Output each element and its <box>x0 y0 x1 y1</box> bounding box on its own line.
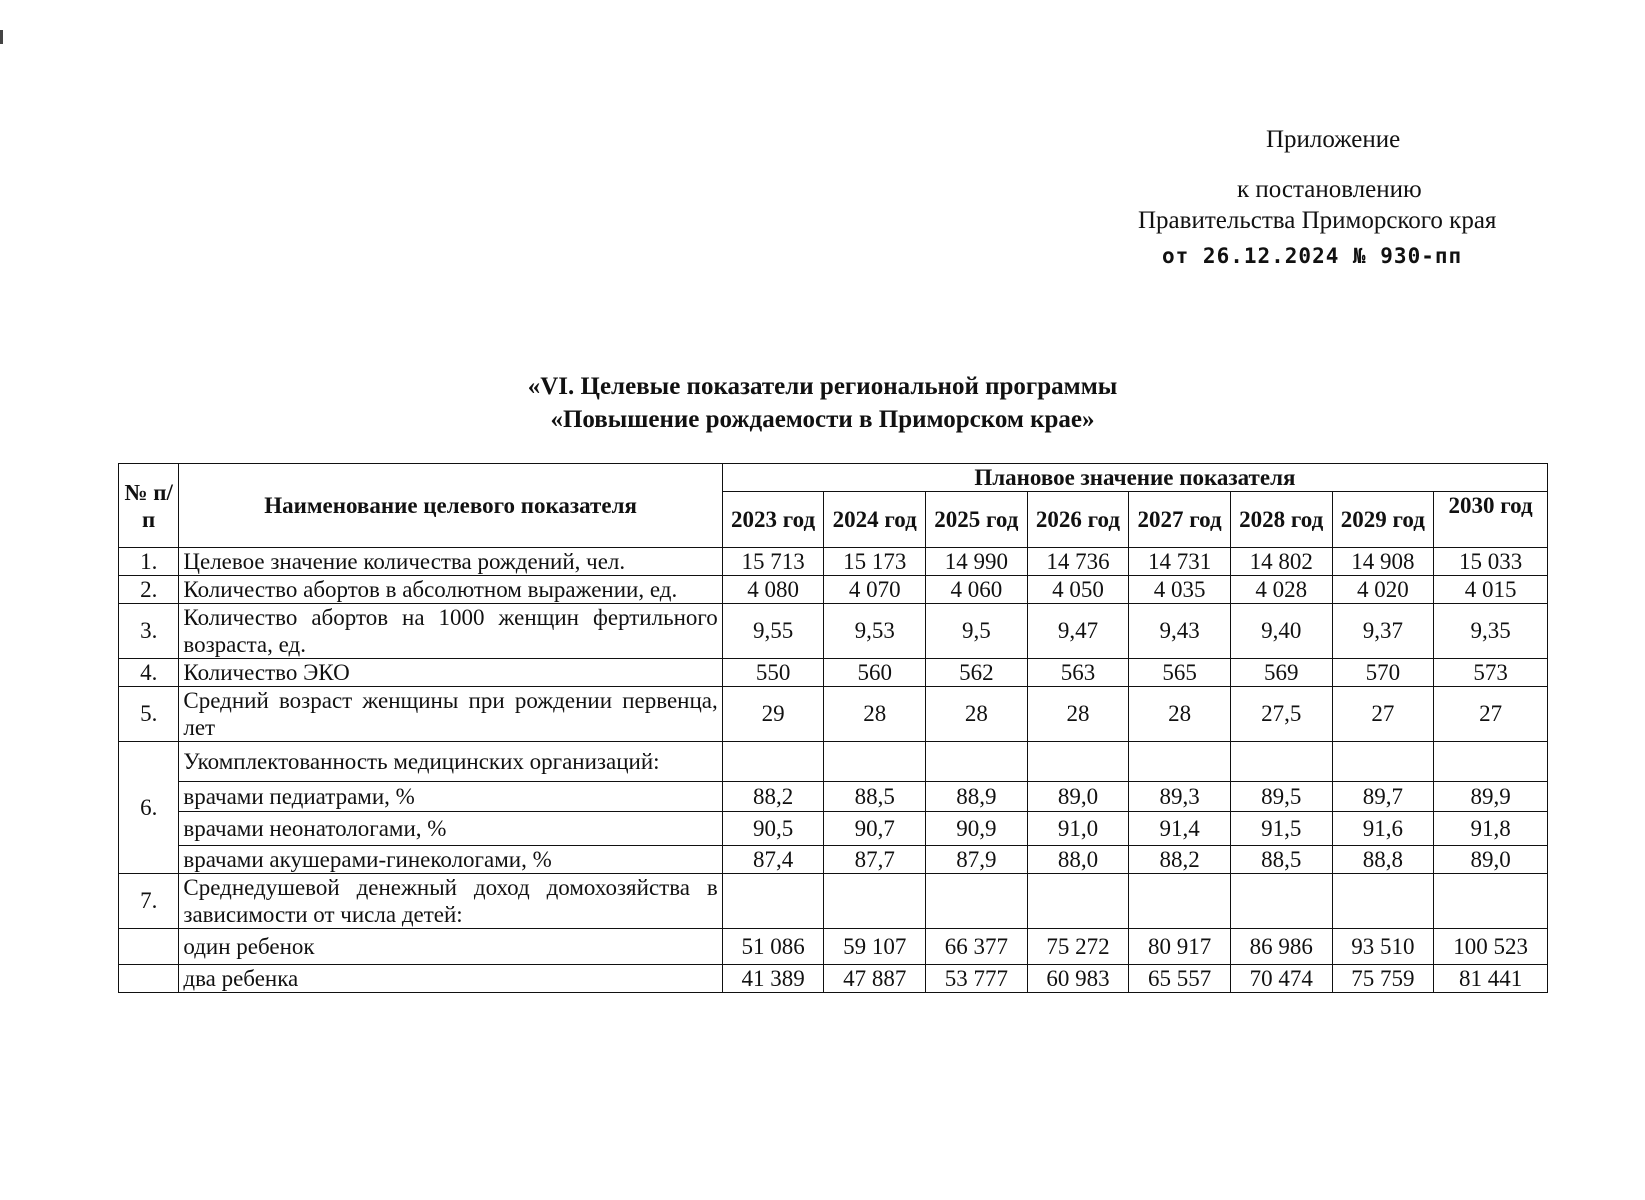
indicator-value: 91,8 <box>1434 812 1548 846</box>
indicator-value: 14 908 <box>1332 548 1434 576</box>
indicator-value: 75 272 <box>1027 929 1129 965</box>
indicator-value: 4 080 <box>722 576 824 604</box>
row-number: 1. <box>119 548 179 576</box>
row-number-empty <box>119 965 179 993</box>
table-row <box>119 548 1548 576</box>
indicator-sub-name: врачами педиатрами, % <box>179 782 722 812</box>
table-row <box>119 846 1548 874</box>
indicator-value: 4 028 <box>1230 576 1332 604</box>
indicator-value: 27 <box>1332 687 1434 742</box>
indicator-name: Целевое значение количества рождений, чел. <box>179 548 722 576</box>
indicator-value: 4 015 <box>1434 576 1548 604</box>
table-row <box>119 782 1548 812</box>
indicator-value: 89,5 <box>1230 782 1332 812</box>
empty-cell <box>1230 874 1332 929</box>
indicator-sub-name: врачами неонатологами, % <box>179 812 722 846</box>
indicator-value: 565 <box>1129 659 1231 687</box>
indicator-value: 60 983 <box>1027 965 1129 993</box>
indicator-value: 9,43 <box>1129 604 1231 659</box>
empty-cell <box>1027 742 1129 782</box>
empty-cell <box>926 874 1028 929</box>
indicator-value: 93 510 <box>1332 929 1434 965</box>
indicator-value: 53 777 <box>926 965 1028 993</box>
empty-cell <box>1434 874 1548 929</box>
indicator-value: 100 523 <box>1434 929 1548 965</box>
row-number: 5. <box>119 687 179 742</box>
col-group-header: Плановое значение показателя <box>722 464 1547 492</box>
indicator-value: 563 <box>1027 659 1129 687</box>
indicator-value: 88,8 <box>1332 846 1434 874</box>
indicator-value: 91,5 <box>1230 812 1332 846</box>
indicator-value: 28 <box>1129 687 1231 742</box>
indicator-value: 89,7 <box>1332 782 1434 812</box>
heading-line1: «VI. Целевые показатели региональной программы <box>527 373 1118 400</box>
table-row <box>119 812 1548 846</box>
indicator-value: 4 070 <box>824 576 926 604</box>
annex-line1: к постановлению <box>1237 176 1422 203</box>
indicator-value: 28 <box>926 687 1028 742</box>
indicator-value: 4 060 <box>926 576 1028 604</box>
year-header: 2028 год <box>1230 492 1332 548</box>
table-row <box>119 576 1548 604</box>
indicator-value: 86 986 <box>1230 929 1332 965</box>
col-name-header: Наименование целевого показателя <box>179 464 722 548</box>
indicator-value: 9,47 <box>1027 604 1129 659</box>
indicator-value: 9,55 <box>722 604 824 659</box>
indicator-value: 27 <box>1434 687 1548 742</box>
indicator-value: 51 086 <box>722 929 824 965</box>
year-header: 2025 год <box>926 492 1028 548</box>
indicator-value: 59 107 <box>824 929 926 965</box>
indicator-value: 28 <box>1027 687 1129 742</box>
row-number: 2. <box>119 576 179 604</box>
indicator-value: 81 441 <box>1434 965 1548 993</box>
indicator-value: 573 <box>1434 659 1548 687</box>
empty-cell <box>722 874 824 929</box>
empty-cell <box>1129 874 1231 929</box>
indicator-value: 88,0 <box>1027 846 1129 874</box>
section-heading <box>0 370 1645 436</box>
row-number: 4. <box>119 659 179 687</box>
indicator-value: 9,37 <box>1332 604 1434 659</box>
empty-cell <box>824 742 926 782</box>
indicator-value: 550 <box>722 659 824 687</box>
year-header: 2030 год <box>1434 492 1548 548</box>
indicator-value: 89,0 <box>1434 846 1548 874</box>
table-body <box>119 548 1548 993</box>
table-row <box>119 604 1548 659</box>
indicator-value: 88,2 <box>722 782 824 812</box>
annex-line2: Правительства Приморского края <box>1138 207 1497 234</box>
indicator-value: 75 759 <box>1332 965 1434 993</box>
indicator-name: Количество абортов на 1000 женщин фертильного возраста, ед. <box>179 604 722 659</box>
table-row <box>119 659 1548 687</box>
table-row <box>119 965 1548 993</box>
year-header: 2027 год <box>1129 492 1231 548</box>
indicator-value: 4 050 <box>1027 576 1129 604</box>
indicator-value: 47 887 <box>824 965 926 993</box>
table-row <box>119 742 1548 782</box>
indicator-value: 562 <box>926 659 1028 687</box>
empty-cell <box>1129 742 1231 782</box>
indicator-value: 87,4 <box>722 846 824 874</box>
indicator-value: 90,7 <box>824 812 926 846</box>
indicator-value: 569 <box>1230 659 1332 687</box>
indicator-value: 28 <box>824 687 926 742</box>
indicator-group-name: Среднедушевой денежный доход домохозяйства в зависимости от числа детей: <box>179 874 722 929</box>
heading-line2: «Повышение рождаемости в Приморском крае» <box>550 406 1095 433</box>
indicator-value: 4 020 <box>1332 576 1434 604</box>
indicator-value: 14 990 <box>926 548 1028 576</box>
indicator-sub-name: два ребенка <box>179 965 722 993</box>
scan-artifact <box>0 30 3 44</box>
indicator-value: 90,5 <box>722 812 824 846</box>
indicator-name: Количество абортов в абсолютном выражении, ед. <box>179 576 722 604</box>
year-header: 2023 год <box>722 492 824 548</box>
indicator-value: 88,2 <box>1129 846 1231 874</box>
empty-cell <box>1027 874 1129 929</box>
indicator-value: 27,5 <box>1230 687 1332 742</box>
annex-title: Приложение <box>1266 126 1401 153</box>
empty-cell <box>1332 874 1434 929</box>
empty-cell <box>824 874 926 929</box>
row-number: 7. <box>119 874 179 929</box>
empty-cell <box>1230 742 1332 782</box>
indicator-value: 14 802 <box>1230 548 1332 576</box>
indicator-name: Количество ЭКО <box>179 659 722 687</box>
indicator-value: 89,0 <box>1027 782 1129 812</box>
indicator-value: 91,4 <box>1129 812 1231 846</box>
empty-cell <box>1434 742 1548 782</box>
year-header: 2026 год <box>1027 492 1129 548</box>
indicator-value: 14 731 <box>1129 548 1231 576</box>
indicator-value: 87,9 <box>926 846 1028 874</box>
indicator-value: 91,0 <box>1027 812 1129 846</box>
table-row <box>119 687 1548 742</box>
annex-date-number: от 26.12.2024 № 930-пп <box>1162 244 1463 268</box>
indicator-value: 560 <box>824 659 926 687</box>
row-number: 6. <box>119 742 179 874</box>
row-number: 3. <box>119 604 179 659</box>
indicator-value: 66 377 <box>926 929 1028 965</box>
year-header: 2029 год <box>1332 492 1434 548</box>
year-header: 2024 год <box>824 492 926 548</box>
indicator-value: 91,6 <box>1332 812 1434 846</box>
indicator-value: 9,35 <box>1434 604 1548 659</box>
empty-cell <box>1332 742 1434 782</box>
indicator-name: Средний возраст женщины при рождении первенца, лет <box>179 687 722 742</box>
indicator-value: 87,7 <box>824 846 926 874</box>
indicator-value: 570 <box>1332 659 1434 687</box>
indicator-value: 14 736 <box>1027 548 1129 576</box>
indicator-value: 89,9 <box>1434 782 1548 812</box>
indicator-value: 70 474 <box>1230 965 1332 993</box>
indicator-value: 90,9 <box>926 812 1028 846</box>
indicators-table <box>118 463 1548 993</box>
indicator-value: 80 917 <box>1129 929 1231 965</box>
indicator-sub-name: врачами акушерами-гинекологами, % <box>179 846 722 874</box>
indicator-value: 9,5 <box>926 604 1028 659</box>
indicator-value: 89,3 <box>1129 782 1231 812</box>
indicator-value: 88,5 <box>824 782 926 812</box>
indicator-value: 4 035 <box>1129 576 1231 604</box>
table-row <box>119 929 1548 965</box>
indicator-value: 88,5 <box>1230 846 1332 874</box>
indicator-value: 88,9 <box>926 782 1028 812</box>
empty-cell <box>722 742 824 782</box>
indicator-group-name: Укомплектованность медицинских организаций: <box>179 742 722 782</box>
indicator-value: 15 173 <box>824 548 926 576</box>
indicator-value: 15 033 <box>1434 548 1548 576</box>
col-no-header: № п/п <box>119 464 179 548</box>
indicator-value: 9,40 <box>1230 604 1332 659</box>
empty-cell <box>926 742 1028 782</box>
indicator-value: 15 713 <box>722 548 824 576</box>
indicator-value: 9,53 <box>824 604 926 659</box>
table-row <box>119 874 1548 929</box>
indicator-value: 41 389 <box>722 965 824 993</box>
indicator-sub-name: один ребенок <box>179 929 722 965</box>
indicator-value: 29 <box>722 687 824 742</box>
row-number-empty <box>119 929 179 965</box>
indicator-value: 65 557 <box>1129 965 1231 993</box>
